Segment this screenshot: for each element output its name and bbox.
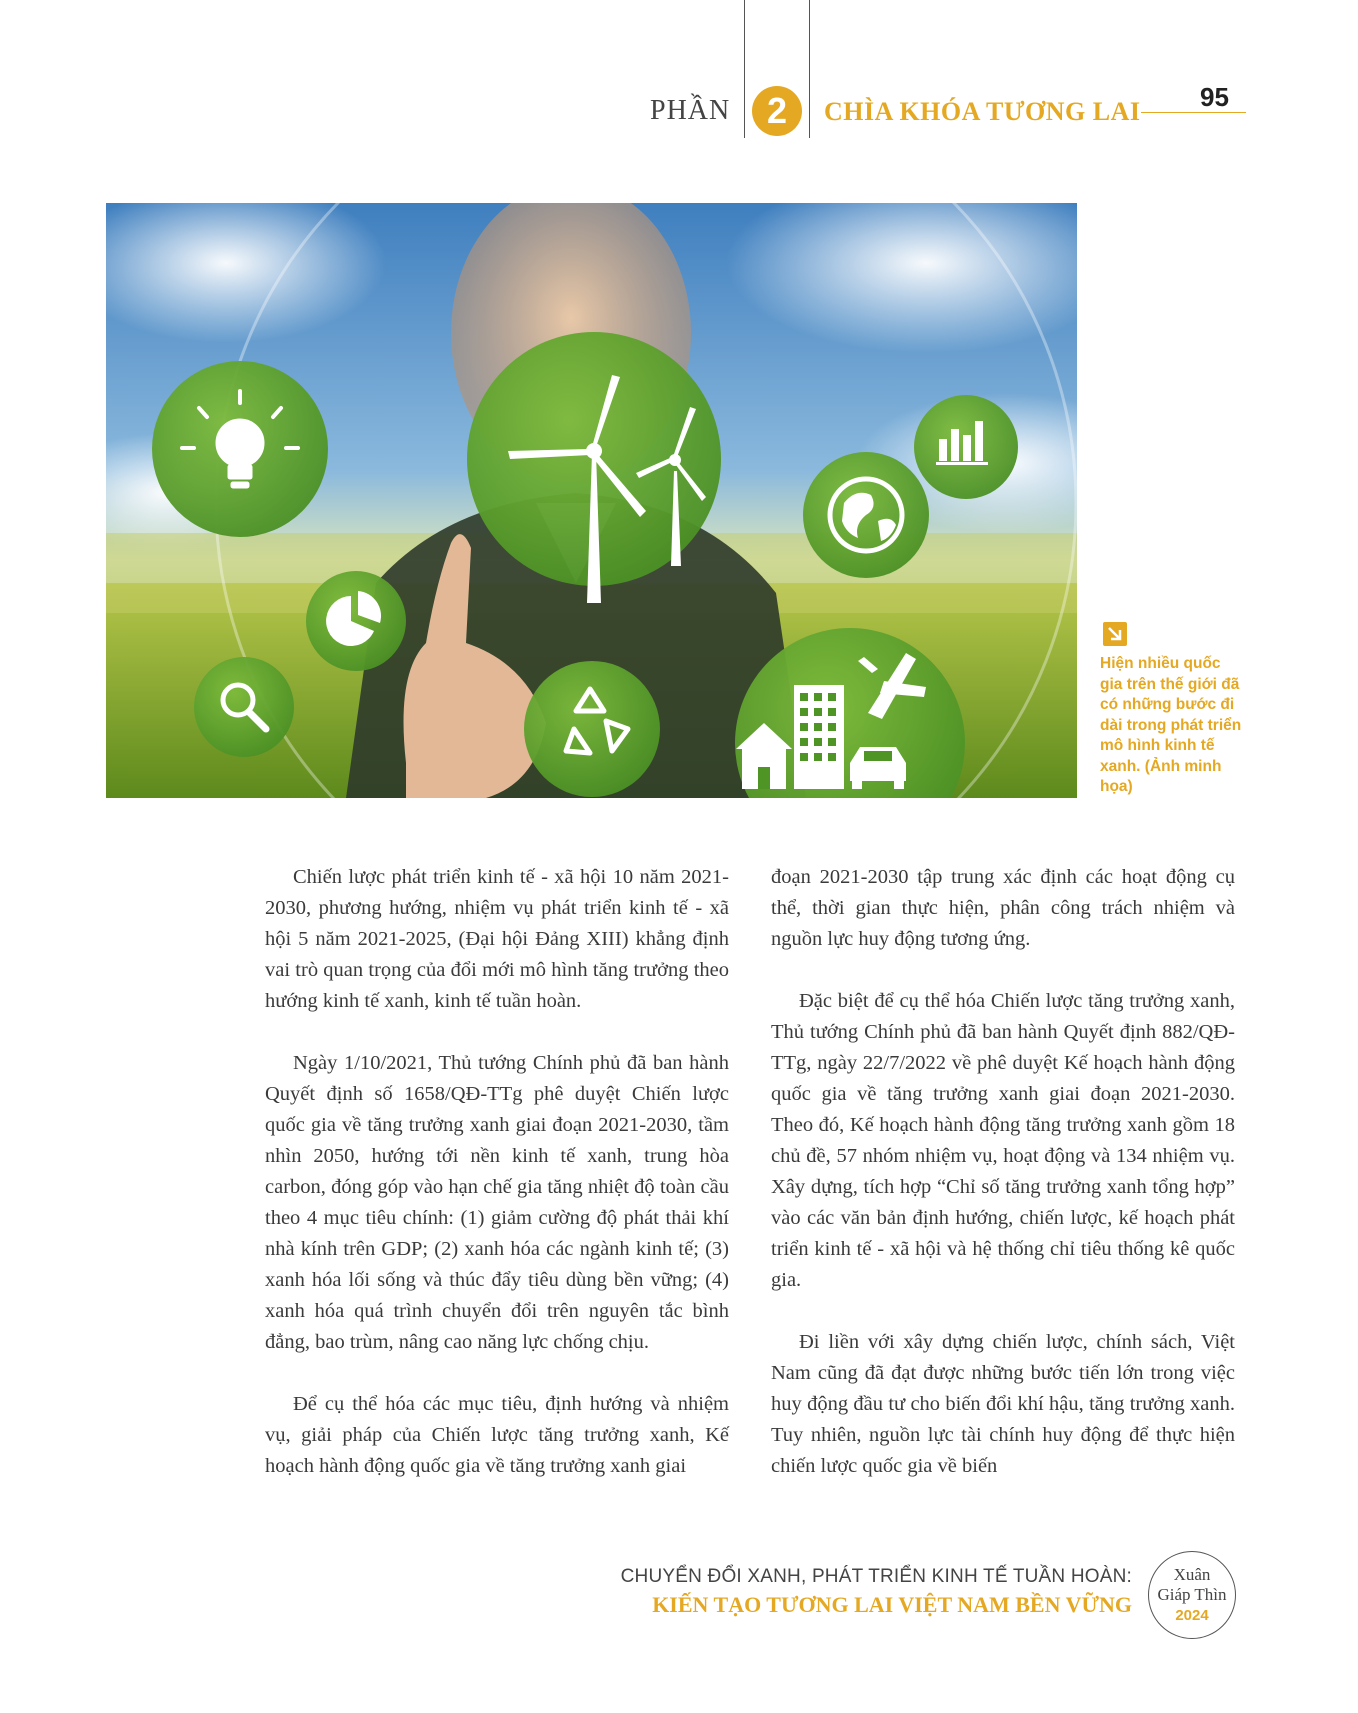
paragraph: Ngày 1/10/2021, Thủ tướng Chính phủ đã ban hành Quyết định số 1658/QĐ-TTg phê duyệt Chiến lược quốc gia về tăng trưởng xanh giai đoạn 2021-2030, tầm nhìn 2050, hướng tới nền kinh tế xanh, trung hòa carbon, đóng góp vào hạn chế gia tăng nhiệt độ toàn cầu theo 4 mục tiêu chính: (1) giảm cường độ phát thải khí nhà kính trên GDP; (2) xanh hóa các ngành kinh tế; (3) xanh hóa lối sống và thúc đẩy tiêu dùng bền vững; (4) xanh hóa quá trình chuyển đổi trên nguyên tắc bình đẳng, bao trùm, nâng cao năng lực chống chịu. <box>265 1052 729 1353</box>
building-icon <box>794 685 844 789</box>
footer-series-subtitle: KIẾN TẠO TƯƠNG LAI VIỆT NAM BỀN VỮNG <box>652 1592 1132 1617</box>
badge-line1: Xuân <box>1173 1565 1211 1584</box>
caption-text: Hiện nhiều quốc gia trên thế giới đã có những bước đi dài trong phát triển mô hình kinh tế xanh. (Ảnh minh họa) <box>1100 655 1242 795</box>
badge-year: 2024 <box>1175 1607 1209 1624</box>
paragraph: Để cụ thể hóa các mục tiêu, định hướng và nhiệm vụ, giải pháp của Chiến lược tăng trưởng xanh, Kế hoạch hành động quốc gia về tăng trưởng xanh giai <box>265 1393 729 1477</box>
recycle-bubble <box>524 661 660 797</box>
section-title: CHÌA KHÓA TƯƠNG LAI <box>824 97 1141 126</box>
header-rule <box>1141 112 1246 113</box>
paragraph: Chiến lược phát triển kinh tế - xã hội 10 năm 2021-2030, phương hướng, nhiệm vụ phát triển kinh tế - xã hội 5 năm 2021-2025, (Đại hội Đảng XIII) khẳng định vai trò quan trọng của đổi mới mô hình tăng trưởng theo hướng kinh tế xanh, kinh tế tuần hoàn. <box>265 866 729 1012</box>
part-number-badge: 2 <box>752 86 802 136</box>
paragraph: Đặc biệt để cụ thể hóa Chiến lược tăng trưởng xanh, Thủ tướng Chính phủ đã ban hành Quyết định 882/QĐ-TTg, ngày 22/7/2022 về phê duyệt Kế hoạch hành động quốc gia về tăng trưởng xanh giai đoạn 2021-2030. Theo đó, Kế hoạch hành động tăng trưởng xanh gồm 18 chủ đề, 57 nhóm nhiệm vụ, hoạt động và 134 nhiệm vụ. Xây dựng, tích hợp “Chỉ số tăng trưởng xanh tổng hợp” vào các văn bản định hướng, chiến lược, kế hoạch phát triển kinh tế - xã hội và hệ thống chỉ tiêu thống kê quốc gia. <box>771 990 1235 1291</box>
paragraph: đoạn 2021-2030 tập trung xác định các hoạt động cụ thể, thời gian thực hiện, phân công trách nhiệm và nguồn lực huy động tương ứng. <box>771 866 1235 950</box>
header-divider-left <box>744 0 745 138</box>
paragraph: Đi liền với xây dựng chiến lược, chính sách, Việt Nam cũng đã đạt được những bước tiến lớn trong việc huy động đầu tư cho biến đổi khí hậu, tăng trưởng xanh. Tuy nhiên, nguồn lực tài chính huy động để thực hiện chiến lược quốc gia về biến <box>771 1331 1235 1477</box>
pie-chart-bubble <box>306 571 406 671</box>
hero-illustration <box>106 203 1077 798</box>
badge-line2: Giáp Thìn <box>1157 1585 1227 1604</box>
header-divider-right <box>809 0 810 138</box>
lightbulb-bubble <box>152 361 328 537</box>
image-caption <box>1100 654 1242 798</box>
part-label: PHẦN <box>650 95 731 126</box>
body-column-right <box>771 862 1235 1513</box>
body-column-left <box>265 862 729 1513</box>
issue-badge <box>1148 1551 1236 1639</box>
footer-series-title: CHUYỂN ĐỔI XANH, PHÁT TRIỂN KINH TẾ TUẦN HOÀN: <box>620 1566 1132 1587</box>
magnifier-bubble <box>194 657 294 757</box>
arrow-down-right-icon <box>1103 622 1127 646</box>
chart-bubble <box>914 395 1018 499</box>
page-number: 95 <box>1200 82 1229 112</box>
globe-bubble <box>803 452 929 578</box>
